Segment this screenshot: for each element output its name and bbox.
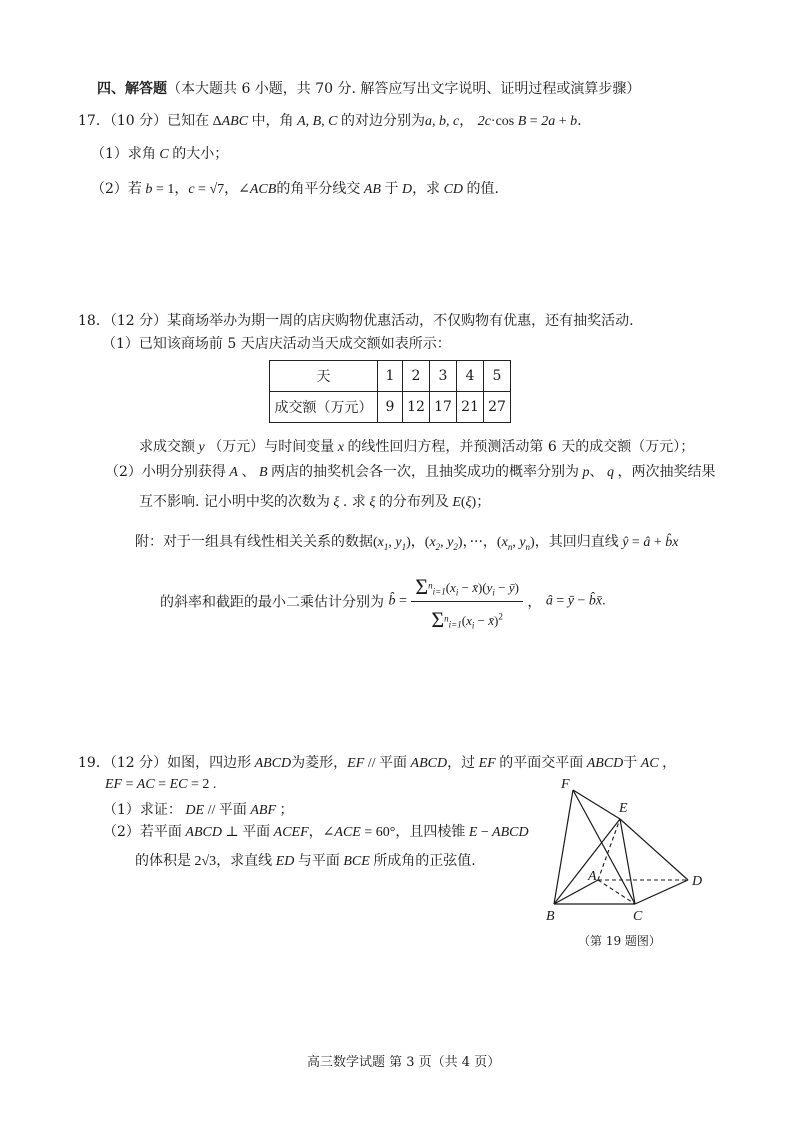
label-d: D <box>692 874 703 889</box>
pyramid-figure <box>540 776 720 946</box>
table-cell: 9 <box>378 392 403 423</box>
edge-cd <box>635 880 688 904</box>
edge-ac-hidden <box>598 880 635 904</box>
table-cell: 2 <box>403 361 430 392</box>
q18-part1-requirement: 求成交额 y （万元）与时间变量 x 的线性回归方程，并预测活动第 6 天的成交额（万元）； <box>139 439 695 455</box>
q19-part1: （1）求证： DE // 平面 ABF ； <box>103 802 294 818</box>
table-cell: 5 <box>484 361 511 392</box>
table-row <box>270 392 511 423</box>
sales-table <box>269 360 511 423</box>
q19-stem-cont: EF = AC = EC = 2 . <box>105 777 217 792</box>
label-b: B <box>546 909 555 924</box>
table-row <box>270 361 511 392</box>
table-cell: 12 <box>403 392 430 423</box>
table-cell: 3 <box>430 361 457 392</box>
label-e: E <box>619 801 628 816</box>
q18-appendix-formula: 的斜率和截距的最小二乘估计分别为 b̂ = $\frac{\Sigma^n_{i=1}(x_i - x̄)(y_i - ȳ)}{\Sigma^n_{i=1}(x_i - x̄)^2}$ ， â = ȳ − b̂x̄. <box>160 574 606 632</box>
edge-fb <box>554 790 573 904</box>
table-cell: 1 <box>378 361 403 392</box>
q18-part2: （2）小明分别获得 A 、 B 两店的抽奖机会各一次，且抽奖成功的概率分别为 p、 q ，两次抽奖结果 <box>105 464 716 480</box>
edge-eb <box>554 819 620 904</box>
q19-part2: （2）若平面 ABCD ⊥ 平面 ACEF，∠ACE = 60°，且四棱锥 E − ABCD <box>103 824 529 840</box>
q17-part1: （1）求角 C 的大小； <box>91 146 229 162</box>
edge-fe <box>573 790 620 819</box>
q18-part2-cont: 互不影响. 记小明中奖的次数为 ξ . 求 ξ 的分布列及 E(ξ)； <box>139 494 491 510</box>
label-a: A <box>588 869 597 884</box>
q19-part2-cont: 的体积是 2√3，求直线 ED 与平面 BCE 所成角的正弦值. <box>135 853 476 869</box>
table-cell: 21 <box>457 392 484 423</box>
section-header <box>97 78 640 98</box>
table-cell: 27 <box>484 392 511 423</box>
table-cell: 17 <box>430 392 457 423</box>
table-cell: 4 <box>457 361 484 392</box>
label-c: C <box>633 909 643 924</box>
section-title: 四、解答题 <box>97 81 167 97</box>
edge-ed <box>620 819 688 880</box>
table-header-amount: 成交额（万元） <box>270 392 378 423</box>
page-footer: 高三数学试题 第 3 页（共 4 页） <box>307 1055 501 1070</box>
q17-part2: （2）若 b = 1，c = √7，∠ACB的角平分线交 AB 于 D，求 CD 的值. <box>91 181 499 197</box>
section-note: （本大题共 6 小题，共 70 分. 解答应写出文字说明、证明过程或演算步骤） <box>167 81 641 97</box>
table-header-day: 天 <box>270 361 378 392</box>
q18-stem: 18．（12 分）某商场举办为期一周的店庆购物优惠活动，不仅购物有优惠，还有抽奖活动. <box>78 313 634 329</box>
figure-caption: （第 19 题图） <box>578 934 661 948</box>
label-f: F <box>561 777 570 792</box>
q17-stem: 17．（10 分）已知在 ΔABC 中，角 A, B, C 的对边分别为a, b, c， 2c·cos B = 2a + b. <box>78 113 582 129</box>
q19-stem: 19．（12 分）如图，四边形 ABCD为菱形，EF // 平面 ABCD，过 EF 的平面交平面 ABCD于 AC ， <box>78 755 677 771</box>
q18-part1: （1）已知该商场前 5 天店庆活动当天成交额如表所示： <box>102 336 451 352</box>
q18-appendix-line1: 附：对于一组具有线性相关关系的数据($x_1$, $y_1$)，($x_2$, $y_2$)，···，($x_n$, $y_n$)，其回归直线 ŷ = â + b̂x <box>135 534 679 552</box>
